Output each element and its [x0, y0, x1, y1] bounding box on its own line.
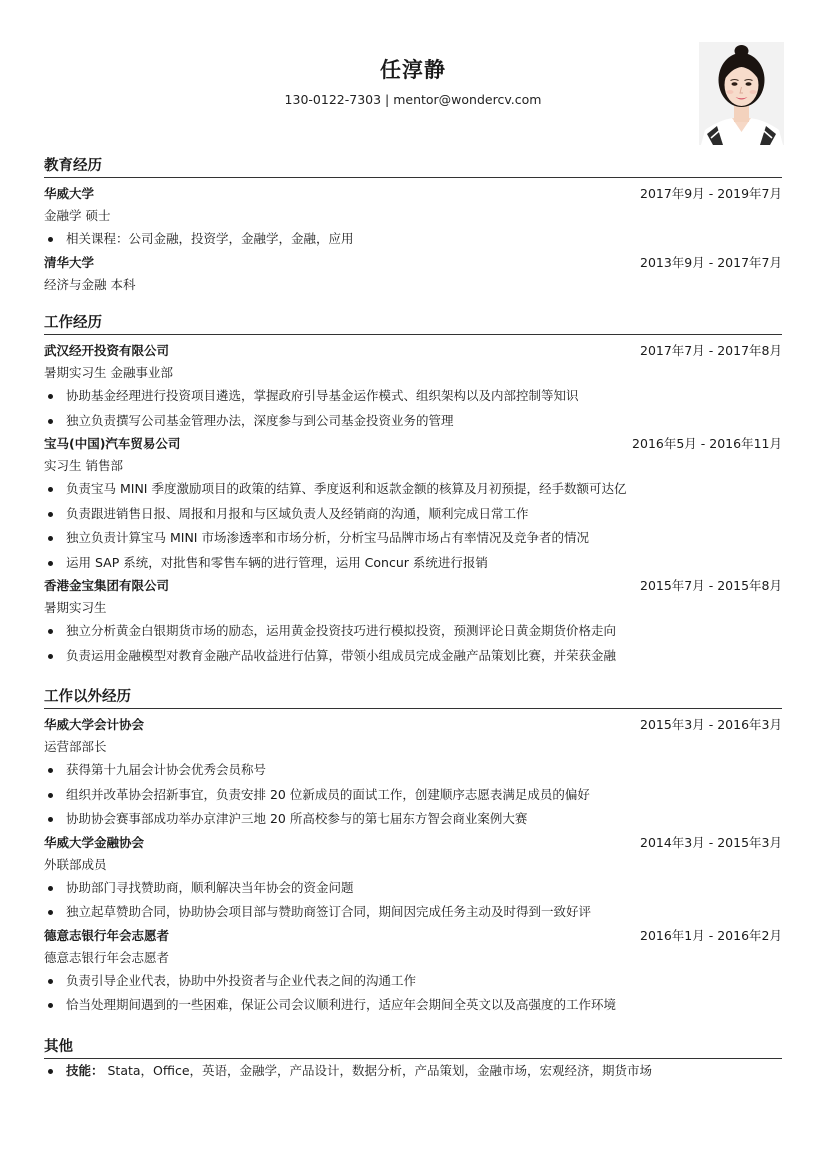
bullet-item [44, 502, 782, 527]
bullet-text: 独立负责计算宝马 MINI 市场渗透率和市场分析，分析宝马品牌市场占有率情况及竞争者的情况 [66, 530, 589, 545]
bullet-dot-icon [48, 979, 53, 984]
entry-role: 金融学 硕士 [44, 208, 111, 223]
entry-organization: 武汉经开投资有限公司 [44, 343, 170, 358]
section-title: 工作以外经历 [44, 689, 131, 705]
bullet-dot-icon [48, 1003, 53, 1008]
bullet-dot-icon [48, 793, 53, 798]
bullet-dot-icon [48, 419, 53, 424]
bullet-item [44, 644, 782, 669]
bullet-item [44, 384, 782, 409]
bullet-dot-icon [48, 654, 53, 659]
bullet-text: 负责引导企业代表，协助中外投资者与企业代表之间的沟通工作 [66, 972, 417, 988]
bullet-dot-icon [48, 768, 53, 773]
bullet-list [44, 227, 782, 252]
section-title: 教育经历 [44, 158, 102, 174]
bullet-item [44, 227, 782, 252]
bullet-item [44, 876, 782, 901]
entry-organization: 华威大学会计协会 [44, 717, 145, 732]
bullet-dot-icon [48, 910, 53, 915]
extracurricular-section [44, 686, 782, 1018]
entry-organization: 清华大学 [44, 254, 95, 270]
work-section [44, 312, 782, 668]
entry-role: 暑期实习生 金融事业部 [44, 365, 173, 380]
portrait-icon [699, 42, 784, 145]
portrait-photo [699, 42, 784, 145]
entry-date: 2015年3月 - 2016年3月 [640, 717, 782, 732]
entry-role: 暑期实习生 [44, 600, 107, 615]
bullet-item [44, 619, 782, 644]
entry-role: 经济与金融 本科 [44, 276, 136, 292]
bullet-dot-icon [48, 1069, 53, 1074]
entry-date: 2013年9月 - 2017年7月 [640, 254, 782, 270]
skills-label: 技能： [66, 1063, 104, 1078]
bullet-text: 负责运用金融模型对教育金融产品收益进行估算，带领小组成员完成金融产品策划比赛，并荣获金融 [66, 647, 617, 663]
bullet-item [44, 409, 782, 434]
bullet-text: 恰当处理期间遇到的一些困难，保证公司会议顺利进行，适应年会期间全英文以及高强度的工作环境 [66, 997, 617, 1012]
section-title: 其他 [44, 1039, 73, 1055]
bullet-list [44, 384, 782, 433]
bullet-dot-icon [48, 394, 53, 399]
bullet-dot-icon [48, 487, 53, 492]
bullet-list [44, 619, 782, 668]
entry-header [44, 832, 782, 854]
bullet-dot-icon [48, 512, 53, 517]
entry-date: 2015年7月 - 2015年8月 [640, 578, 782, 593]
bullet-list [44, 876, 782, 925]
entry-header [44, 340, 782, 362]
bullet-text: 独立负责撰写公司基金管理办法，深度参与到公司基金投资业务的管理 [66, 412, 454, 428]
skills-text: Stata，Office，英语，金融学，产品设计，数据分析，产品策划，金融市场，宏观经济，期货市场 [103, 1063, 653, 1078]
contact-info: 130-0122-7303 | mentor@wondercv.com [284, 92, 542, 107]
entry-date: 2017年7月 - 2017年8月 [640, 343, 782, 358]
entry-date: 2017年9月 - 2019年7月 [640, 186, 782, 201]
bullet-text: 独立起草赞助合同，协助协会项目部与赞助商签订合同，期间因完成任务主动及时得到一致好评 [66, 904, 592, 919]
bullet-item [44, 993, 782, 1018]
bullet-list [44, 477, 782, 575]
entry-header [44, 575, 782, 597]
bullet-item [44, 526, 782, 551]
bullet-dot-icon [48, 886, 53, 891]
entry-date: 2014年3月 - 2015年3月 [640, 834, 782, 850]
bullet-text: 组织并改革协会招新事宜，负责安排 20 位新成员的面试工作，创建顺序志愿表满足成员的偏好 [66, 786, 590, 802]
bullet-item [44, 758, 782, 783]
bullet-item [44, 969, 782, 994]
bullet-text: 运用 SAP 系统，对批售和零售车辆的进行管理，运用 Concur 系统进行报销 [66, 554, 488, 570]
entry-date: 2016年1月 - 2016年2月 [640, 927, 782, 943]
bullet-item [44, 900, 782, 925]
entry-date: 2016年5月 - 2016年11月 [632, 436, 782, 451]
bullet-text: 负责宝马 MINI 季度激励项目的政策的结算、季度返利和返款金额的核算及月初预提，经手数额可达亿 [66, 481, 627, 496]
section-title: 工作经历 [44, 315, 102, 331]
bullet-text: 协助协会赛事部成功举办京津沪三地 20 所高校参与的第七届东方智会商业案例大赛 [66, 811, 528, 826]
entry-header [44, 252, 782, 274]
entry-role: 外联部成员 [44, 856, 107, 872]
bullet-list [44, 969, 782, 1018]
entry-organization: 华威大学金融协会 [44, 834, 145, 850]
bullet-dot-icon [48, 237, 53, 242]
bullet-text: 独立分析黄金白银期货市场的励态，运用黄金投资技巧进行模拟投资，预测评论日黄金期货价格走向 [66, 623, 617, 638]
bullet-list [44, 1059, 782, 1084]
skills-item [44, 1059, 782, 1084]
bullet-text: 相关课程：公司金融，投资学，金融学，金融，应用 [66, 231, 354, 246]
bullet-list [44, 758, 782, 832]
entry-header [44, 925, 782, 947]
entry-organization: 香港金宝集团有限公司 [44, 578, 170, 593]
entry-role: 德意志银行年会志愿者 [44, 949, 170, 965]
entry-organization: 德意志银行年会志愿者 [44, 927, 170, 943]
bullet-text: 负责跟进销售日报、周报和月报和与区域负责人及经销商的沟通，顺利完成日常工作 [66, 505, 529, 521]
bullet-item [44, 477, 782, 502]
entry-header [44, 433, 782, 455]
bullet-dot-icon [48, 629, 53, 634]
entry-role: 实习生 销售部 [44, 458, 123, 473]
entry-organization: 宝马(中国)汽车贸易公司 [44, 436, 181, 451]
entry-role: 运营部部长 [44, 739, 107, 754]
bullet-text: 协助基金经理进行投资项目遴选，掌握政府引导基金运作模式、组织架构以及内部控制等知识 [66, 388, 579, 403]
bullet-text: 获得第十九届会计协会优秀会员称号 [66, 762, 267, 777]
bullet-dot-icon [48, 561, 53, 566]
bullet-text: 协助部门寻找赞助商，顺利解决当年协会的资金问题 [66, 879, 354, 895]
education-section [44, 155, 782, 296]
bullet-dot-icon [48, 536, 53, 541]
entry-header [44, 183, 782, 205]
bullet-item [44, 783, 782, 808]
bullet-dot-icon [48, 817, 53, 822]
entry-header [44, 714, 782, 736]
entry-organization: 华威大学 [44, 186, 95, 201]
other-section [44, 1036, 782, 1084]
bullet-item [44, 551, 782, 576]
bullet-item [44, 807, 782, 832]
candidate-name: 任淳静 [380, 58, 446, 82]
